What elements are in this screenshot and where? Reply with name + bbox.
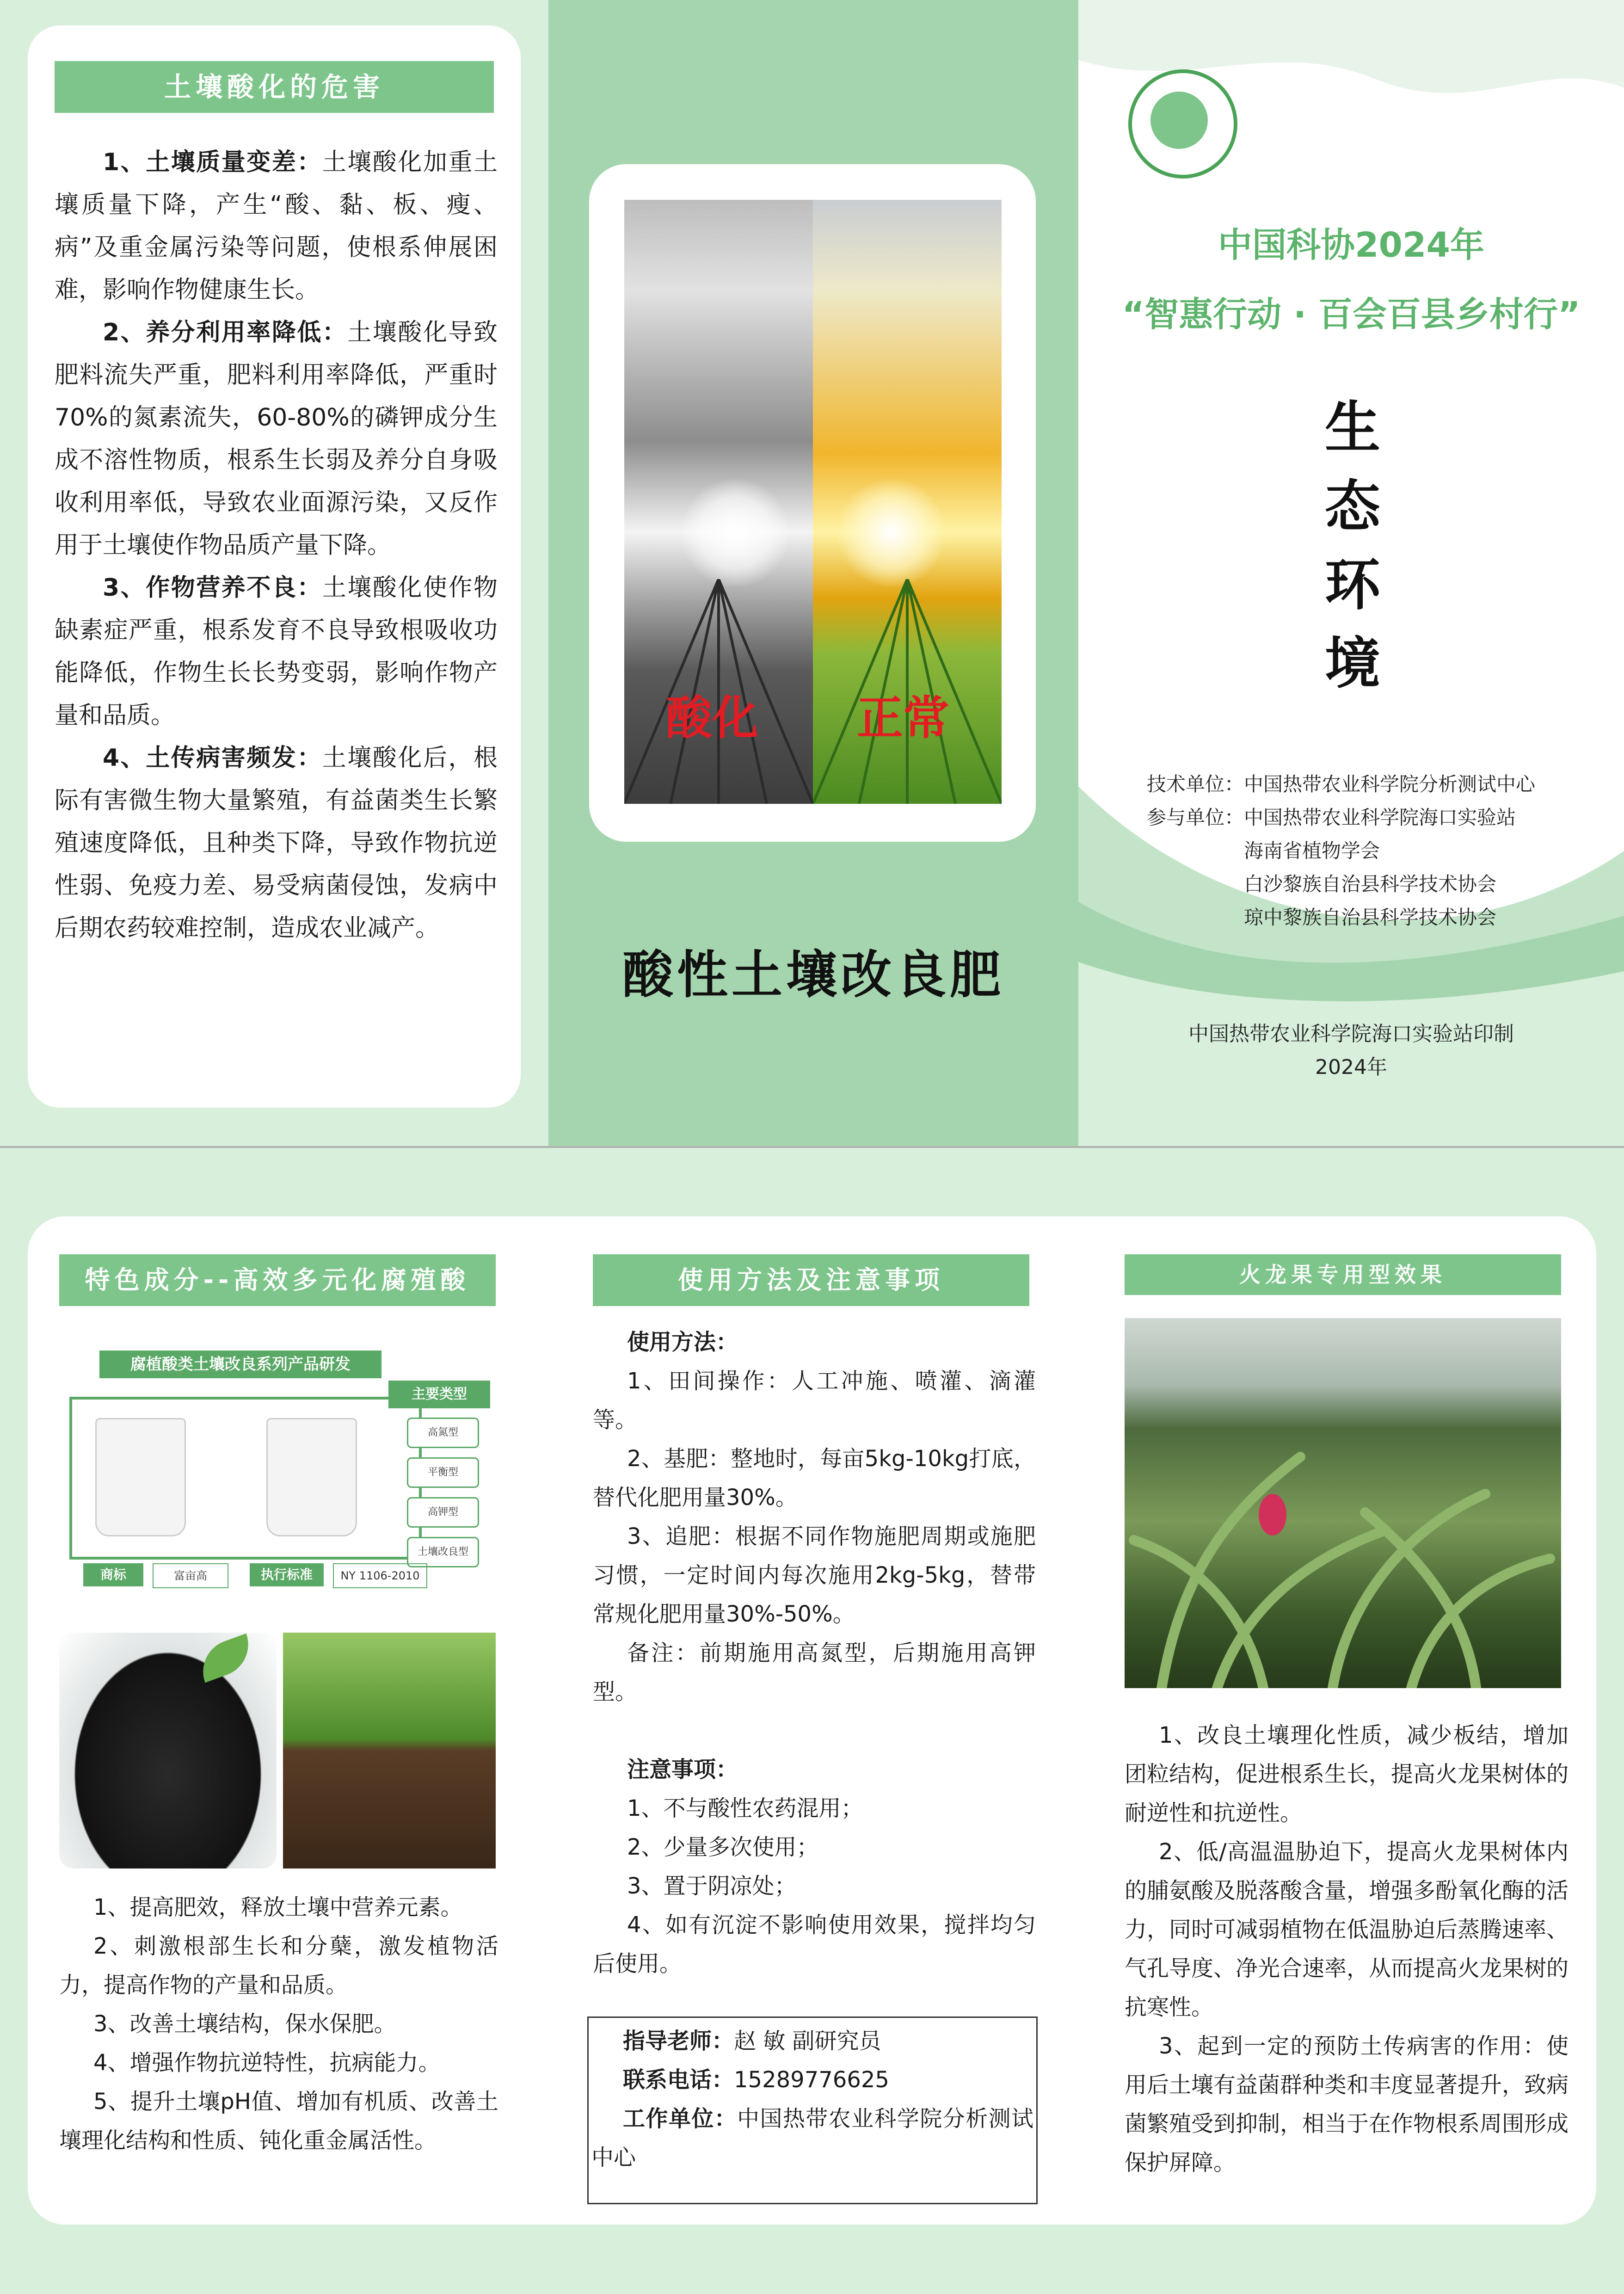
normal-field-image xyxy=(813,200,1002,804)
cast-logo-icon xyxy=(1128,69,1237,179)
benefits-list xyxy=(59,1888,498,2160)
brand-value: 富亩高 xyxy=(153,1563,228,1588)
type-tag: 高钾型 xyxy=(407,1497,479,1528)
sun-icon xyxy=(836,477,947,588)
effects-title: 火龙果专用型效果 xyxy=(1125,1254,1561,1295)
hazard-item: 1、土壤质量变差：土壤酸化加重土壤质量下降，产生“酸、黏、板、瘦、病”及重金属污染等问题，使根系伸展困难，影响作物健康生长。 xyxy=(55,148,498,304)
benefit-item: 2、刺激根部生长和分蘖，激发植物活力，提高作物的产量和品质。 xyxy=(59,1933,498,1998)
method-item: 2、基肥：整地时，每亩5kg-10kg打底，替代化肥用量30%。 xyxy=(593,1446,1036,1511)
print-year: 2024年 xyxy=(1315,1055,1387,1079)
phone-row: 联系电话：15289776625 xyxy=(623,2067,889,2093)
hazard-item: 2、养分利用率降低：土壤酸化导致肥料流失严重，肥料利用率降低，严重时70%的氮素流失，60-80%的磷钾成分生成不溶性物质，根系生长弱及养分自身吸收利用率低，导致农业面源污染，又反作用于土壤使作物品质产量下降。 xyxy=(55,319,498,559)
dragon-fruit-image xyxy=(1125,1318,1561,1688)
fertilizer-bucket-image xyxy=(95,1418,186,1536)
participant-unit: 琼中黎族自治县科学技术协会 xyxy=(1244,906,1497,929)
effect-item: 2、低/高温温胁迫下，提高火龙果树体内的脯氨酸及脱落酸含量，增强多酚氧化酶的活力，同时可减弱植物在低温胁迫后蒸腾速率、气孔导度、净光合速率，从而提高火龙果树的抗寒性。 xyxy=(1125,1839,1569,2020)
method-item: 备注：前期施用高氮型，后期施用高钾型。 xyxy=(593,1640,1036,1705)
teacher-row: 指导老师：赵 敏 副研究员 xyxy=(623,2028,881,2054)
method-item: 1、田间操作：人工冲施、喷灌、滴灌等。 xyxy=(593,1368,1036,1433)
note-item: 4、如有沉淀不影响使用效果，搅拌均匀后使用。 xyxy=(593,1912,1036,1977)
acidified-label: 酸化 xyxy=(666,691,758,745)
leaf-icon xyxy=(194,1634,258,1683)
benefit-item: 1、提高肥效，释放土壤中营养元素。 xyxy=(93,1894,463,1920)
participant-unit: 白沙黎族自治县科学技术协会 xyxy=(1244,873,1497,895)
comparison-photo xyxy=(624,200,1002,804)
tech-unit: 技术单位：中国热带农业科学院分析测试中心 xyxy=(1147,773,1536,796)
standard-value: NY 1106-2010 xyxy=(333,1563,427,1588)
product-types xyxy=(388,1381,490,1577)
unit-row: 工作单位：中国热带农业科学院分析测试中心 xyxy=(591,2106,1033,2171)
normal-label: 正常 xyxy=(857,691,949,745)
printer-info xyxy=(1078,1018,1624,1084)
hazards-title: 土壤酸化的危害 xyxy=(55,61,494,113)
participant-unit: 参与单位：中国热带农业科学院海口实验站 xyxy=(1147,806,1516,829)
type-tag: 高氮型 xyxy=(407,1418,479,1448)
features-title: 特色成分--高效多元化腐殖酸 xyxy=(59,1254,496,1306)
participant-unit: 海南省植物学会 xyxy=(1244,839,1380,862)
usage-text xyxy=(593,1323,1036,1983)
cover-line-1: 中国科协2024年 xyxy=(1218,225,1484,265)
leaf-icon xyxy=(1150,92,1208,149)
humic-granules-image xyxy=(59,1633,277,1868)
effect-item: 1、改良土壤理化性质，减少板结，增加团粒结构，促进根系生长，提高火龙果树体的耐逆性和抗逆性。 xyxy=(1125,1722,1569,1826)
units-list xyxy=(1147,768,1609,934)
vertical-title: 生 态 环 境 xyxy=(1325,395,1380,696)
hazard-item: 4、土传病害频发：土壤酸化后，根际有害微生物大量繁殖，有益菌类生长繁殖速度降低，且种类下降，导致作物抗逆性弱、免疫力差、易受病菌侵蚀，发病中后期农药较难控制，造成农业减产。 xyxy=(55,744,498,942)
dragon-fruit-icon xyxy=(1259,1494,1286,1536)
product-frame xyxy=(69,1397,422,1560)
standard-label: 执行标准 xyxy=(250,1563,324,1586)
benefit-item: 5、提升土壤pH值、增加有机质、改善土壤理化结构和性质、钝化重金属活性。 xyxy=(59,2089,498,2153)
effect-item: 3、起到一定的预防土传病害的作用：使用后土壤有益菌群种类和丰度显著提升，致病菌繁殖受到抑制，相当于在作物根系周围形成保护屏障。 xyxy=(1125,2033,1569,2176)
benefit-item: 3、改善土壤结构，保水保肥。 xyxy=(93,2011,396,2037)
contact-box xyxy=(587,2016,1038,2204)
type-tag: 土壤改良型 xyxy=(407,1537,479,1567)
note-item: 2、少量多次使用； xyxy=(627,1834,819,1860)
notes-head: 注意事项： xyxy=(627,1757,738,1782)
note-item: 3、置于阴凉处； xyxy=(627,1873,797,1899)
brand-label: 商标 xyxy=(83,1563,143,1586)
hazards-list xyxy=(55,141,498,950)
effects-list xyxy=(1125,1716,1569,2182)
cover-line-2: “智惠行动 · 百会百县乡村行” xyxy=(1122,295,1581,334)
spacer xyxy=(593,1711,1036,1750)
dragon-fruit-plants-graphic xyxy=(1125,1318,1561,1688)
acidified-field-image xyxy=(624,200,813,804)
note-item: 1、不与酸性农药混用； xyxy=(627,1795,863,1821)
cover-heading xyxy=(1078,210,1624,349)
diagram-head: 腐植酸类土壤改良系列产品研发 xyxy=(99,1350,381,1378)
printer: 中国热带农业科学院海口实验站印制 xyxy=(1188,1022,1514,1046)
benefit-item: 4、增强作物抗逆特性，抗病能力。 xyxy=(93,2050,441,2076)
product-name: 酸性土壤改良肥 xyxy=(622,945,1004,1005)
types-head: 主要类型 xyxy=(388,1381,490,1408)
method-item: 3、追肥：根据不同作物施肥周期或施肥习惯，一定时间内每次施用2kg-5kg，替带常规化肥用量30%-50%。 xyxy=(593,1523,1036,1627)
fertilizer-bucket-image xyxy=(266,1418,357,1536)
field-soil-image xyxy=(283,1633,496,1868)
product-series-diagram xyxy=(55,1337,496,1593)
method-head: 使用方法： xyxy=(627,1329,738,1355)
sun-icon xyxy=(680,477,791,588)
usage-title: 使用方法及注意事项 xyxy=(593,1254,1029,1306)
type-tag: 平衡型 xyxy=(407,1457,479,1488)
hazard-item: 3、作物营养不良：土壤酸化使作物缺素症严重，根系发育不良导致根吸收功能降低，作物生长长势变弱，影响作物产量和品质。 xyxy=(55,574,498,729)
